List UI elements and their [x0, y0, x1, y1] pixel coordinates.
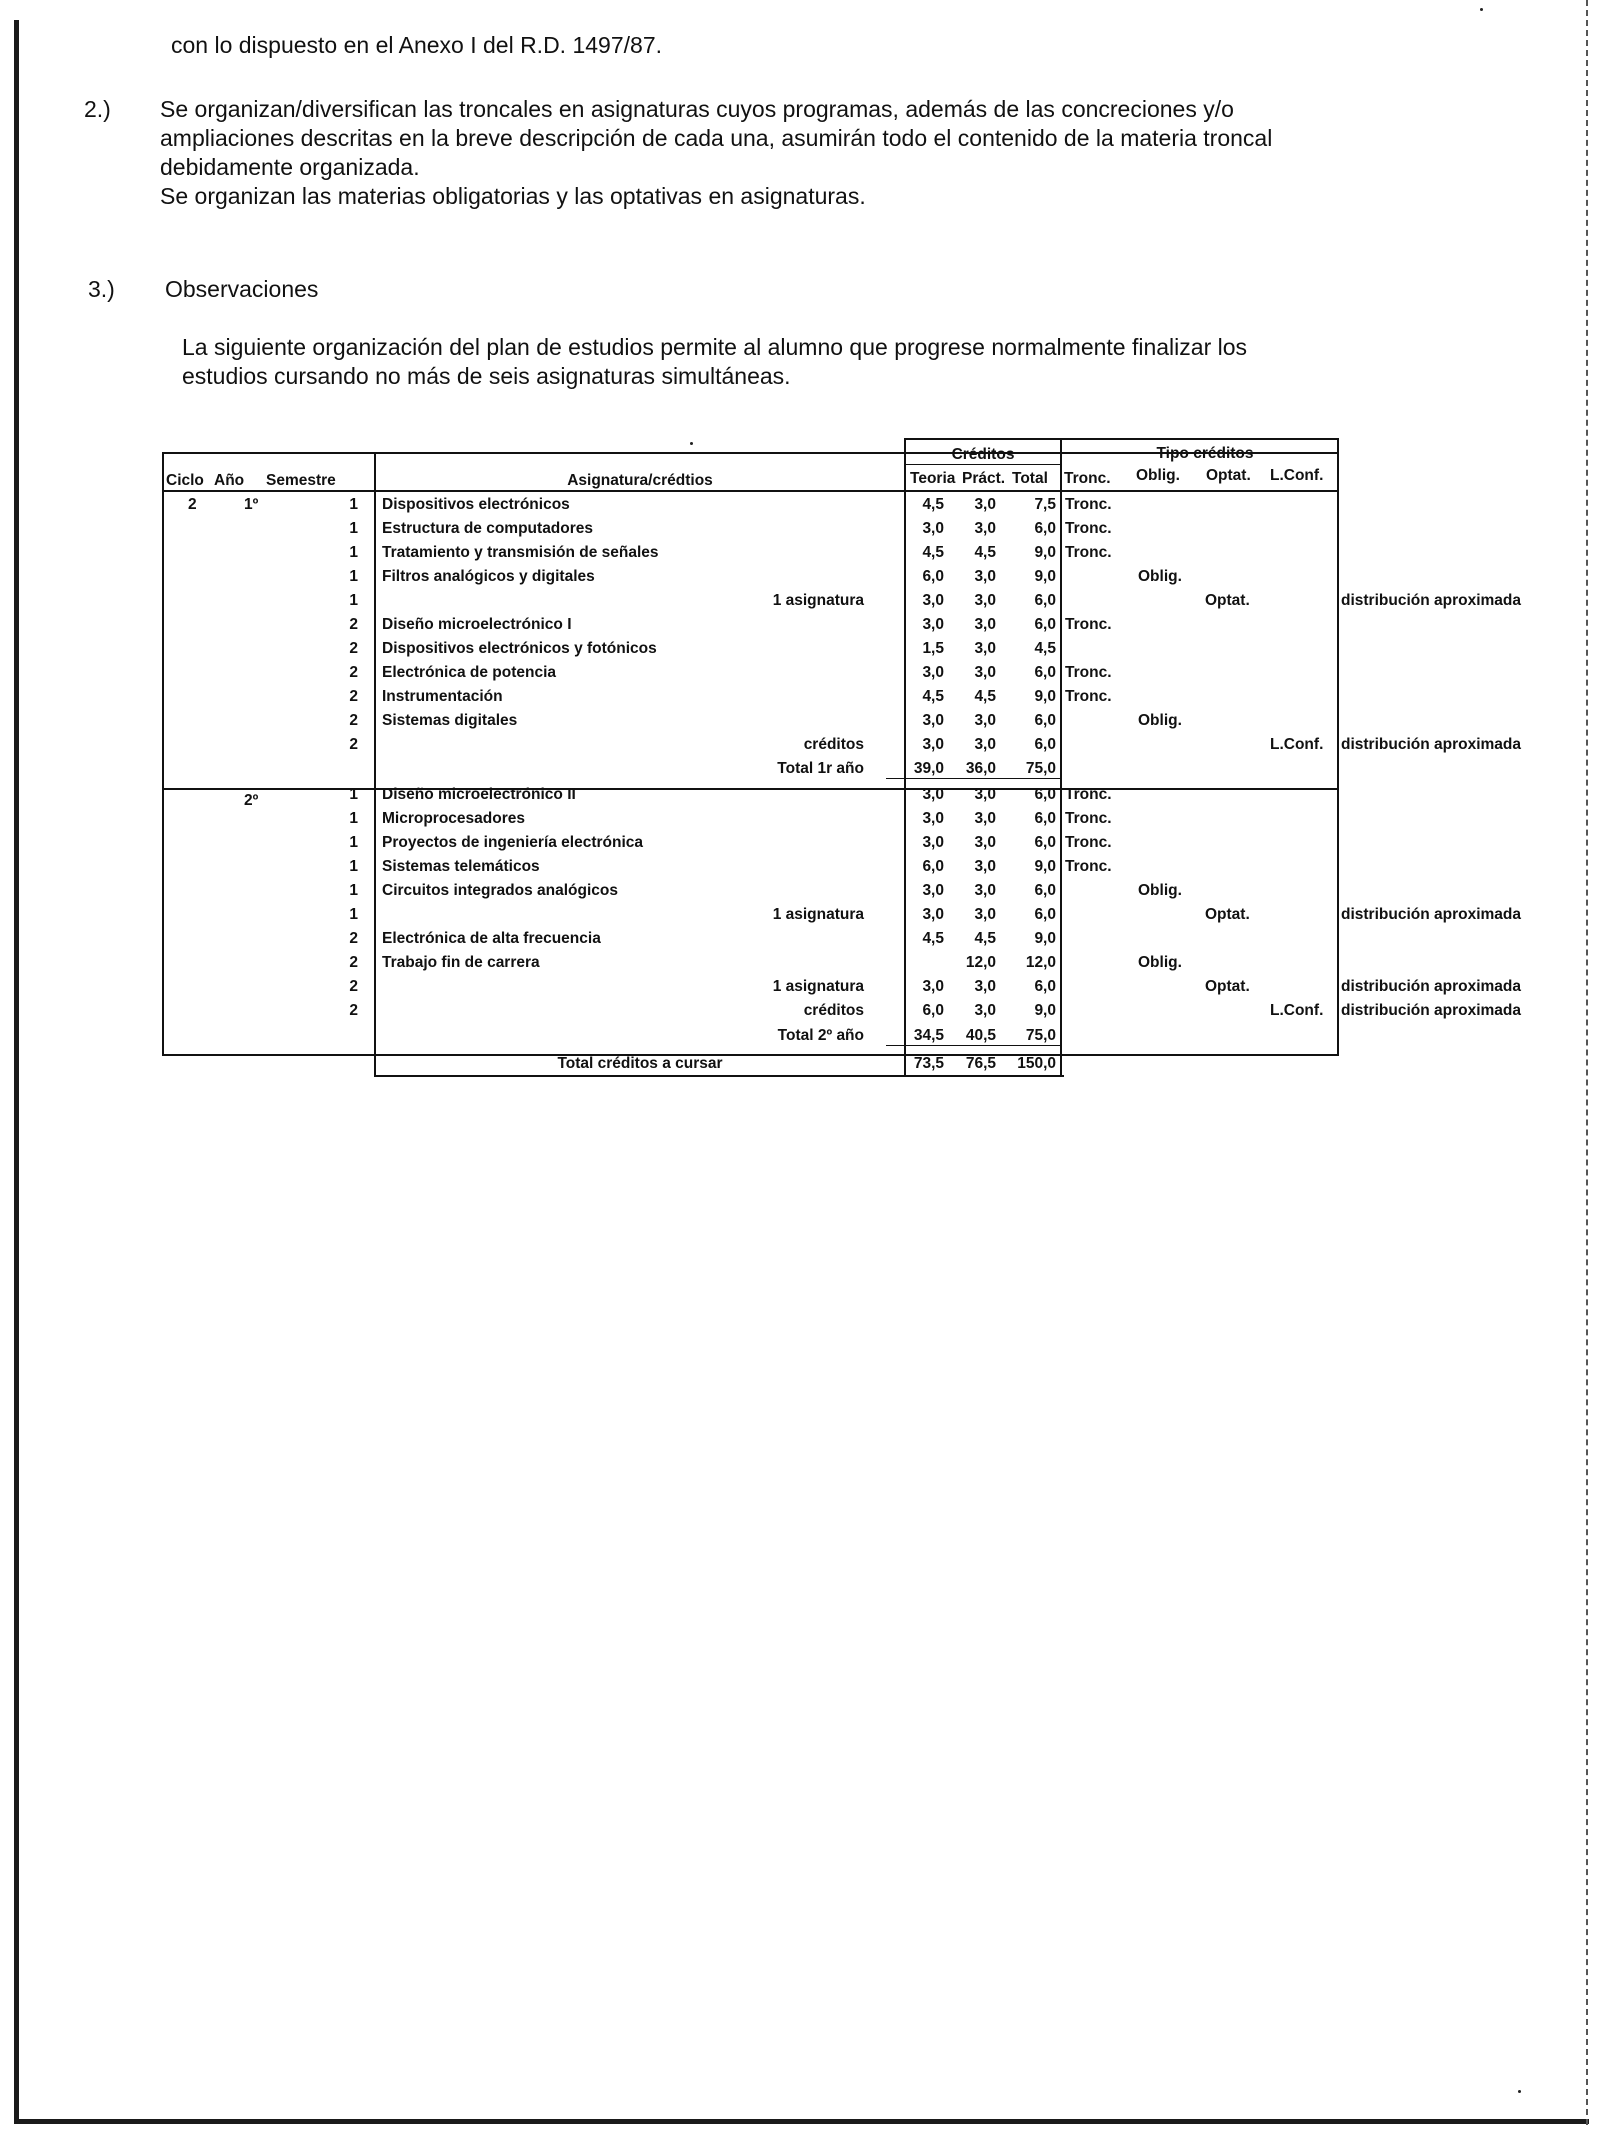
row-teoria: 3,0: [922, 736, 944, 753]
table-left-border: [162, 452, 164, 1056]
row-pract: 4,5: [974, 688, 996, 705]
row-pract: 3,0: [974, 664, 996, 681]
row-total: 6,0: [1034, 664, 1056, 681]
header-tipo-creditos: Tipo créditos: [1156, 445, 1254, 462]
row-note: distribución aproximada: [1341, 906, 1522, 923]
header-total: Total: [1012, 470, 1048, 487]
row-pract: 3,0: [974, 978, 996, 995]
grand-total-bottom-border: [374, 1075, 1064, 1077]
row-semestre: 1: [349, 906, 358, 923]
row-note: distribución aproximada: [1341, 1002, 1522, 1019]
row-teoria: 6,0: [922, 858, 944, 875]
row-note: distribución aproximada: [1341, 736, 1522, 753]
row-total: 6,0: [1034, 592, 1056, 609]
header-semestre: Semestre: [266, 472, 336, 489]
row-semestre: 1: [349, 496, 358, 513]
row-tronc: Tronc.: [1065, 786, 1112, 803]
item-3-title: Observaciones: [165, 276, 319, 302]
item-3-number: 3.): [88, 276, 115, 302]
grand-total-pract: 76,5: [965, 1055, 996, 1072]
row-teoria: 3,0: [922, 592, 944, 609]
row-subject-name: Tratamiento y transmisión de señales: [382, 544, 659, 561]
subject-column-left-border: [374, 452, 376, 1077]
scan-speck: [690, 442, 693, 445]
row-lconf: L.Conf.: [1270, 736, 1324, 753]
scan-speck: [1480, 8, 1483, 11]
group-header-top-border: [904, 438, 1339, 440]
item-2-line: ampliaciones descritas en la breve descripción de cada una, asumirán todo el contenido de la materia troncal: [160, 125, 1273, 151]
row-subject-label: créditos: [803, 1002, 864, 1019]
total-year-2-total: 75,0: [1025, 1027, 1056, 1044]
row-teoria: 3,0: [922, 616, 944, 633]
row-optat: Optat.: [1205, 978, 1250, 995]
row-subject-name: Filtros analógicos y digitales: [382, 568, 595, 585]
row-tronc: Tronc.: [1065, 858, 1112, 875]
row-teoria: 4,5: [922, 496, 944, 513]
row-tronc: Tronc.: [1065, 496, 1112, 513]
row-pract: 3,0: [974, 616, 996, 633]
row-oblig: Oblig.: [1138, 712, 1182, 729]
row-tronc: Tronc.: [1065, 616, 1112, 633]
row-teoria: 3,0: [922, 520, 944, 537]
scan-speck: [1518, 2090, 1521, 2093]
ciclo-value: 2: [188, 496, 197, 513]
row-semestre: 1: [349, 520, 358, 537]
row-semestre: 2: [349, 616, 358, 633]
row-pract: 4,5: [974, 544, 996, 561]
row-semestre: 2: [349, 640, 358, 657]
row-total: 7,5: [1034, 496, 1056, 513]
row-teoria: 3,0: [922, 664, 944, 681]
row-subject-name: Electrónica de alta frecuencia: [382, 930, 601, 947]
row-subject-label: 1 asignatura: [772, 978, 864, 995]
row-teoria: 3,0: [922, 810, 944, 827]
row-note: distribución aproximada: [1341, 592, 1522, 609]
year-1-label: 1º: [244, 496, 259, 513]
row-total: 12,0: [1025, 954, 1056, 971]
row-total: 6,0: [1034, 712, 1056, 729]
row-pract: 3,0: [974, 834, 996, 851]
grand-total-label: Total créditos a cursar: [557, 1055, 723, 1072]
row-total: 9,0: [1034, 858, 1056, 875]
row-semestre: 2: [349, 1002, 358, 1019]
row-total: 9,0: [1034, 568, 1056, 585]
item-2-line: debidamente organizada.: [160, 154, 420, 180]
row-oblig: Oblig.: [1138, 882, 1182, 899]
row-total: 9,0: [1034, 930, 1056, 947]
item-3-line: estudios cursando no más de seis asignaturas simultáneas.: [182, 363, 791, 389]
row-semestre: 1: [349, 858, 358, 875]
row-oblig: Oblig.: [1138, 568, 1182, 585]
row-subject-name: Estructura de computadores: [382, 520, 594, 537]
row-subject-name: Dispositivos electrónicos: [382, 496, 570, 513]
row-semestre: 1: [349, 568, 358, 585]
header-ano: Año: [214, 472, 245, 489]
row-subject-name: Trabajo fin de carrera: [382, 954, 540, 971]
total-year-1-pract: 36,0: [965, 760, 996, 777]
header-teoria: Teoria: [910, 470, 956, 487]
row-pract: 12,0: [965, 954, 996, 971]
header-lconf: L.Conf.: [1270, 467, 1324, 484]
item-3-line: La siguiente organización del plan de estudios permite al alumno que progrese normalmente finalizar los: [182, 334, 1248, 360]
row-tronc: Tronc.: [1065, 688, 1112, 705]
row-semestre: 2: [349, 712, 358, 729]
row-pract: 3,0: [974, 906, 996, 923]
row-total: 6,0: [1034, 520, 1056, 537]
row-semestre: 1: [349, 810, 358, 827]
total-year-2-teoria: 34,5: [913, 1027, 944, 1044]
row-teoria: 3,0: [922, 906, 944, 923]
row-pract: 3,0: [974, 858, 996, 875]
row-teoria: 4,5: [922, 930, 944, 947]
table-right-border: [1337, 438, 1339, 1056]
row-total: 6,0: [1034, 834, 1056, 851]
row-total: 6,0: [1034, 786, 1056, 803]
row-semestre: 1: [349, 834, 358, 851]
total-year-1-teoria: 39,0: [913, 760, 944, 777]
row-teoria: 1,5: [922, 640, 944, 657]
row-pract: 3,0: [974, 736, 996, 753]
row-teoria: 6,0: [922, 1002, 944, 1019]
grand-total-total: 150,0: [1017, 1055, 1056, 1072]
row-tronc: Tronc.: [1065, 834, 1112, 851]
total-year-2-pract: 40,5: [965, 1027, 996, 1044]
total-year-1-total: 75,0: [1025, 760, 1056, 777]
row-subject-name: Diseño microelectrónico I: [382, 616, 572, 633]
row-total: 6,0: [1034, 810, 1056, 827]
row-semestre: 2: [349, 978, 358, 995]
row-subject-label: créditos: [803, 736, 864, 753]
row-pract: 4,5: [974, 930, 996, 947]
row-subject-name: Circuitos integrados analógicos: [382, 882, 618, 899]
row-teoria: 3,0: [922, 882, 944, 899]
row-tronc: Tronc.: [1065, 520, 1112, 537]
row-pract: 3,0: [974, 810, 996, 827]
row-teoria: 4,5: [922, 544, 944, 561]
row-lconf: L.Conf.: [1270, 1002, 1324, 1019]
row-tronc: Tronc.: [1065, 810, 1112, 827]
item-2-line: Se organizan las materias obligatorias y las optativas en asignaturas.: [160, 183, 866, 209]
row-pract: 3,0: [974, 520, 996, 537]
row-total: 4,5: [1034, 640, 1056, 657]
row-total: 6,0: [1034, 906, 1056, 923]
header-creditos: Créditos: [951, 446, 1015, 463]
row-subject-name: Diseño microelectrónico II: [382, 786, 576, 803]
row-pract: 3,0: [974, 592, 996, 609]
row-tronc: Tronc.: [1065, 544, 1112, 561]
header-ciclo: Ciclo: [166, 472, 204, 489]
row-teoria: 3,0: [922, 786, 944, 803]
row-subject-name: Dispositivos electrónicos y fotónicos: [382, 640, 657, 657]
header-asignatura: Asignatura/crédtios: [567, 472, 713, 489]
row-pract: 3,0: [974, 1002, 996, 1019]
row-semestre: 1: [349, 882, 358, 899]
row-semestre: 1: [349, 544, 358, 561]
header-optat: Optat.: [1206, 467, 1251, 484]
row-subject-label: 1 asignatura: [772, 592, 864, 609]
row-optat: Optat.: [1205, 592, 1250, 609]
row-teoria: 6,0: [922, 568, 944, 585]
row-total: 6,0: [1034, 736, 1056, 753]
row-pract: 3,0: [974, 786, 996, 803]
row-teoria: 3,0: [922, 834, 944, 851]
row-semestre: 2: [349, 736, 358, 753]
header-tronc: Tronc.: [1064, 470, 1111, 487]
year-2-label: 2º: [244, 792, 259, 809]
row-subject-name: Electrónica de potencia: [382, 664, 556, 681]
row-total: 6,0: [1034, 616, 1056, 633]
row-subject-name: Sistemas telemáticos: [382, 858, 540, 875]
row-semestre: 2: [349, 930, 358, 947]
row-subject-name: Sistemas digitales: [382, 712, 518, 729]
tipo-column-left-border: [1060, 438, 1062, 1077]
row-subject-name: Instrumentación: [382, 688, 503, 705]
row-total: 6,0: [1034, 882, 1056, 899]
row-teoria: 3,0: [922, 978, 944, 995]
row-semestre: 2: [349, 688, 358, 705]
row-total: 9,0: [1034, 1002, 1056, 1019]
item-2-number: 2.): [84, 96, 111, 122]
row-total: 6,0: [1034, 978, 1056, 995]
row-optat: Optat.: [1205, 906, 1250, 923]
row-subject-label: 1 asignatura: [772, 906, 864, 923]
row-tronc: Tronc.: [1065, 664, 1112, 681]
intro-line: con lo dispuesto en el Anexo I del R.D. 1497/87.: [171, 32, 662, 58]
grand-total-teoria: 73,5: [913, 1055, 944, 1072]
row-oblig: Oblig.: [1138, 954, 1182, 971]
row-teoria: 4,5: [922, 688, 944, 705]
total-year-1-label: Total 1r año: [777, 760, 864, 777]
row-pract: 3,0: [974, 568, 996, 585]
row-semestre: 2: [349, 664, 358, 681]
row-teoria: 3,0: [922, 712, 944, 729]
row-semestre: 2: [349, 954, 358, 971]
row-total: 9,0: [1034, 688, 1056, 705]
item-2-line: Se organizan/diversifican las troncales en asignaturas cuyos programas, además de las concreciones y/o: [160, 96, 1234, 122]
row-pract: 3,0: [974, 882, 996, 899]
page-border-bottom: [14, 2119, 1589, 2124]
row-pract: 3,0: [974, 712, 996, 729]
row-subject-name: Microprocesadores: [382, 810, 525, 827]
row-semestre: 1: [349, 786, 358, 803]
total-year-2-label: Total 2º año: [777, 1027, 864, 1044]
row-pract: 3,0: [974, 640, 996, 657]
row-subject-name: Proyectos de ingeniería electrónica: [382, 834, 644, 851]
row-pract: 3,0: [974, 496, 996, 513]
header-pract: Práct.: [962, 470, 1006, 487]
row-semestre: 1: [349, 592, 358, 609]
row-total: 9,0: [1034, 544, 1056, 561]
header-oblig: Oblig.: [1136, 467, 1180, 484]
row-note: distribución aproximada: [1341, 978, 1522, 995]
